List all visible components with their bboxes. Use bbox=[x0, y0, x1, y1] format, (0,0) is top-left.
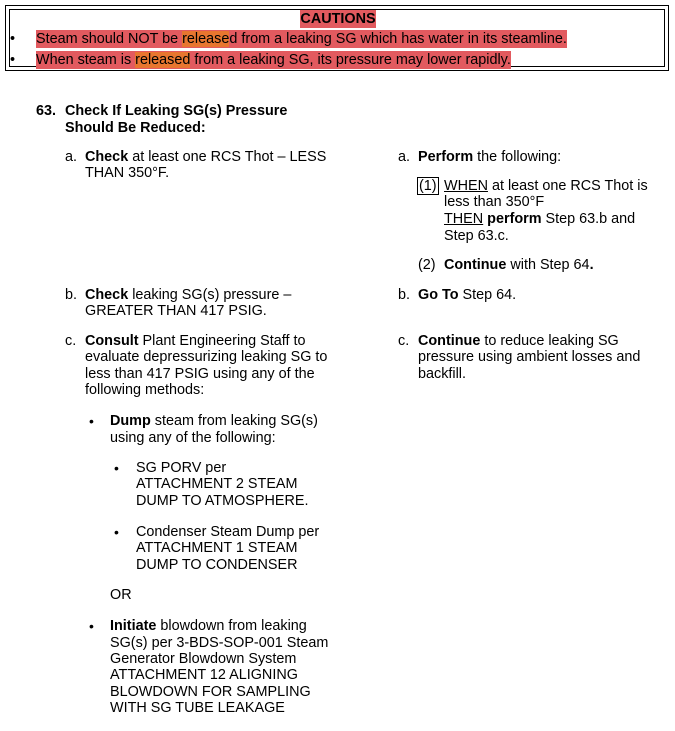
bullet-icon: • bbox=[10, 31, 16, 47]
initiate-line: BLOWDOWN FOR SAMPLING bbox=[110, 684, 311, 700]
step-title-line2: Should Be Reduced: bbox=[65, 120, 206, 136]
porv-line: SG PORV per bbox=[136, 460, 227, 476]
bullet-icon: • bbox=[89, 413, 94, 429]
left-c-line: less than 417 PSIG using any of the bbox=[85, 366, 315, 382]
right-a1-line4: Step 63.c. bbox=[444, 228, 509, 244]
right-a-text: Perform the following: bbox=[418, 149, 562, 165]
condenser-line: ATTACHMENT 1 STEAM bbox=[136, 540, 298, 556]
cautions-title: CAUTIONS bbox=[300, 11, 376, 27]
left-a-label: a. bbox=[65, 149, 78, 165]
right-b-label: b. bbox=[398, 287, 411, 303]
right-a1-when: WHEN at least one RCS Thot is bbox=[444, 178, 648, 194]
left-c-line: following methods: bbox=[85, 382, 205, 398]
left-b-line2: GREATER THAN 417 PSIG. bbox=[85, 303, 267, 319]
left-b-text: Check leaking SG(s) pressure – bbox=[85, 287, 292, 303]
right-a1-label bbox=[417, 178, 439, 195]
initiate-line: WITH SG TUBE LEAKAGE bbox=[110, 700, 285, 716]
or-text: OR bbox=[110, 587, 132, 603]
left-c-text: Consult Plant Engineering Staff to bbox=[85, 333, 306, 349]
porv-line: DUMP TO ATMOSPHERE. bbox=[136, 493, 309, 509]
caution-text: When steam is released from a leaking SG, its pressure may lower rapidly. bbox=[36, 52, 511, 68]
checkoff-box[interactable]: (1) bbox=[419, 178, 437, 194]
right-a2-label: (2) bbox=[418, 257, 436, 273]
initiate-line: SG(s) per 3-BDS-SOP-001 Steam bbox=[110, 635, 329, 651]
dump-text: Dump steam from leaking SG(s) bbox=[110, 413, 318, 429]
right-a1-then: THEN perform Step 63.b and bbox=[444, 211, 636, 227]
bullet-icon: • bbox=[114, 524, 119, 540]
dump-line2: using any of the following: bbox=[110, 430, 276, 446]
initiate-line: ATTACHMENT 12 ALIGNING bbox=[110, 667, 298, 683]
right-c-label: c. bbox=[398, 333, 410, 349]
condenser-line: Condenser Steam Dump per bbox=[136, 524, 320, 540]
porv-line: ATTACHMENT 2 STEAM bbox=[136, 476, 298, 492]
initiate-line: Generator Blowdown System bbox=[110, 651, 297, 667]
step-number: 63. bbox=[36, 103, 57, 119]
left-a-line2: THAN 350°F. bbox=[85, 165, 170, 181]
step-title-line1: Check If Leaking SG(s) Pressure bbox=[65, 103, 288, 119]
left-c-label: c. bbox=[65, 333, 77, 349]
caution-text: Steam should NOT be released from a leaking SG which has water in its steamline. bbox=[36, 31, 567, 47]
right-a1-line2: less than 350°F bbox=[444, 194, 545, 210]
right-c-line: pressure using ambient losses and bbox=[418, 349, 641, 365]
right-a-label: a. bbox=[398, 149, 411, 165]
bullet-icon: • bbox=[114, 460, 119, 476]
left-b-label: b. bbox=[65, 287, 78, 303]
bullet-icon: • bbox=[89, 618, 94, 634]
left-a-text: Check at least one RCS Thot – LESS bbox=[85, 149, 327, 165]
right-c-line: backfill. bbox=[418, 366, 466, 382]
left-c-line: evaluate depressurizing leaking SG to bbox=[85, 349, 328, 365]
initiate-text: Initiate blowdown from leaking bbox=[110, 618, 307, 634]
bullet-icon: • bbox=[10, 52, 16, 68]
condenser-line: DUMP TO CONDENSER bbox=[136, 557, 298, 573]
right-b-text: Go To Step 64. bbox=[418, 287, 517, 303]
right-c-text: Continue to reduce leaking SG bbox=[418, 333, 619, 349]
right-a2-text: Continue with Step 64. bbox=[444, 257, 594, 273]
